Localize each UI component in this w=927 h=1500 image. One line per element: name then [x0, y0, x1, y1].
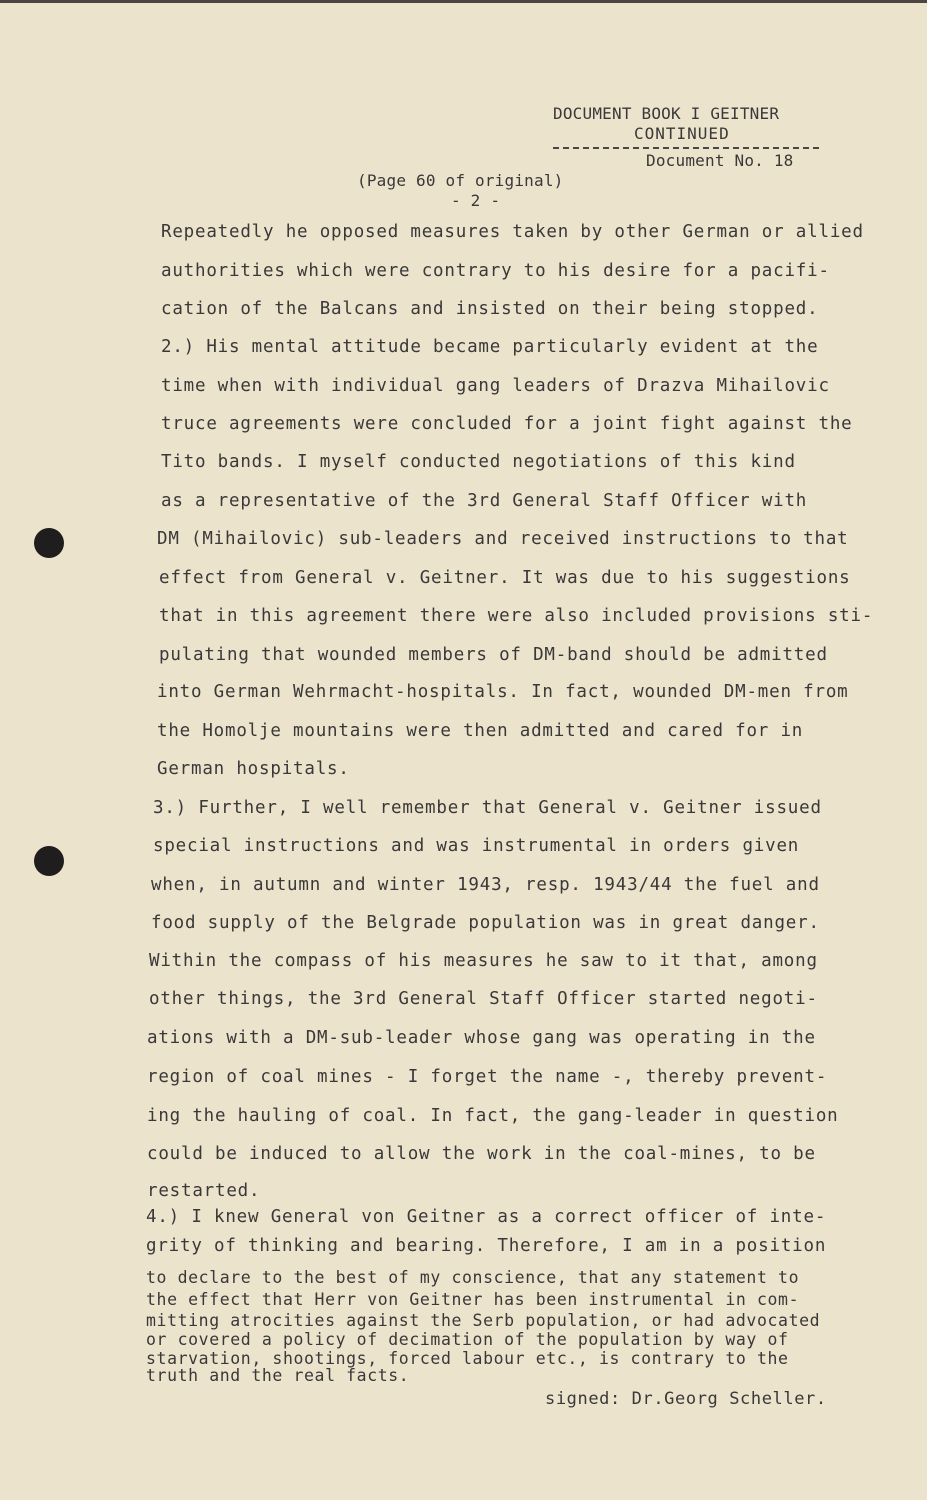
body-line: effect from General v. Geitner. It was due to his suggestions [159, 568, 851, 588]
body-line: German hospitals. [157, 759, 350, 779]
body-line: when, in autumn and winter 1943, resp. 1943/44 the fuel and [151, 875, 820, 895]
closing-line: starvation, shootings, forced labour etc., is contrary to the [146, 1349, 789, 1368]
body-line: cation of the Balcans and insisted on their being stopped. [161, 299, 819, 319]
document-book-title: DOCUMENT BOOK I GEITNER [553, 104, 780, 123]
punch-hole-icon [34, 846, 64, 876]
body-line: authorities which were contrary to his desire for a pacifi- [161, 261, 830, 281]
continued-label: CONTINUED [634, 124, 730, 143]
body-line: ations with a DM-sub-leader whose gang was operating in the [147, 1028, 816, 1048]
body-line: could be induced to allow the work in the coal-mines, to be [147, 1144, 816, 1164]
body-line: truce agreements were concluded for a joint fight against the [161, 414, 853, 434]
closing-line: to declare to the best of my conscience, that any statement to [146, 1268, 800, 1287]
body-line: ing the hauling of coal. In fact, the gang-leader in question [147, 1106, 839, 1126]
closing-line: the effect that Herr von Geitner has been instrumental in com- [146, 1290, 800, 1309]
body-line: time when with individual gang leaders of Drazva Mihailovic [161, 376, 830, 396]
closing-line: truth and the real facts. [146, 1366, 410, 1385]
body-line: region of coal mines - I forget the name -, thereby prevent- [147, 1067, 828, 1087]
punch-hole-icon [34, 528, 64, 558]
body-line: food supply of the Belgrade population was in great danger. [151, 913, 820, 933]
body-line: Tito bands. I myself conducted negotiations of this kind [161, 452, 796, 472]
body-line: the Homolje mountains were then admitted and cared for in [157, 721, 804, 741]
body-line: into German Wehrmacht-hospitals. In fact, wounded DM-men from [157, 682, 849, 702]
page-number: - 2 - [451, 191, 501, 210]
closing-line: or covered a policy of decimation of the population by way of [146, 1330, 789, 1349]
body-line: Repeatedly he opposed measures taken by other German or allied [161, 222, 864, 242]
body-line: Within the compass of his measures he saw to it that, among [149, 951, 818, 971]
body-line: 3.) Further, I well remember that General v. Geitner issued [153, 798, 822, 818]
header-divider [553, 147, 819, 149]
body-line: 2.) His mental attitude became particularly evident at the [161, 337, 819, 357]
body-line: special instructions and was instrumental in orders given [153, 836, 800, 856]
closing-line: mitting atrocities against the Serb population, or had advocated [146, 1311, 821, 1330]
document-number: Document No. 18 [646, 151, 794, 170]
body-line: grity of thinking and bearing. Therefore, I am in a position [146, 1236, 827, 1256]
page-top-edge [0, 0, 927, 3]
body-line: restarted. [147, 1181, 261, 1201]
body-line: as a representative of the 3rd General Staff Officer with [161, 491, 808, 511]
body-line: that in this agreement there were also included provisions sti- [159, 606, 874, 626]
body-line: 4.) I knew General von Geitner as a correct officer of inte- [146, 1207, 827, 1227]
body-line: DM (Mihailovic) sub-leaders and received instructions to that [157, 529, 849, 549]
body-line: other things, the 3rd General Staff Officer started negoti- [149, 989, 818, 1009]
signature-line: signed: Dr.Georg Scheller. [545, 1389, 827, 1409]
body-line: pulating that wounded members of DM-band should be admitted [159, 645, 828, 665]
page-reference: (Page 60 of original) [357, 171, 564, 190]
